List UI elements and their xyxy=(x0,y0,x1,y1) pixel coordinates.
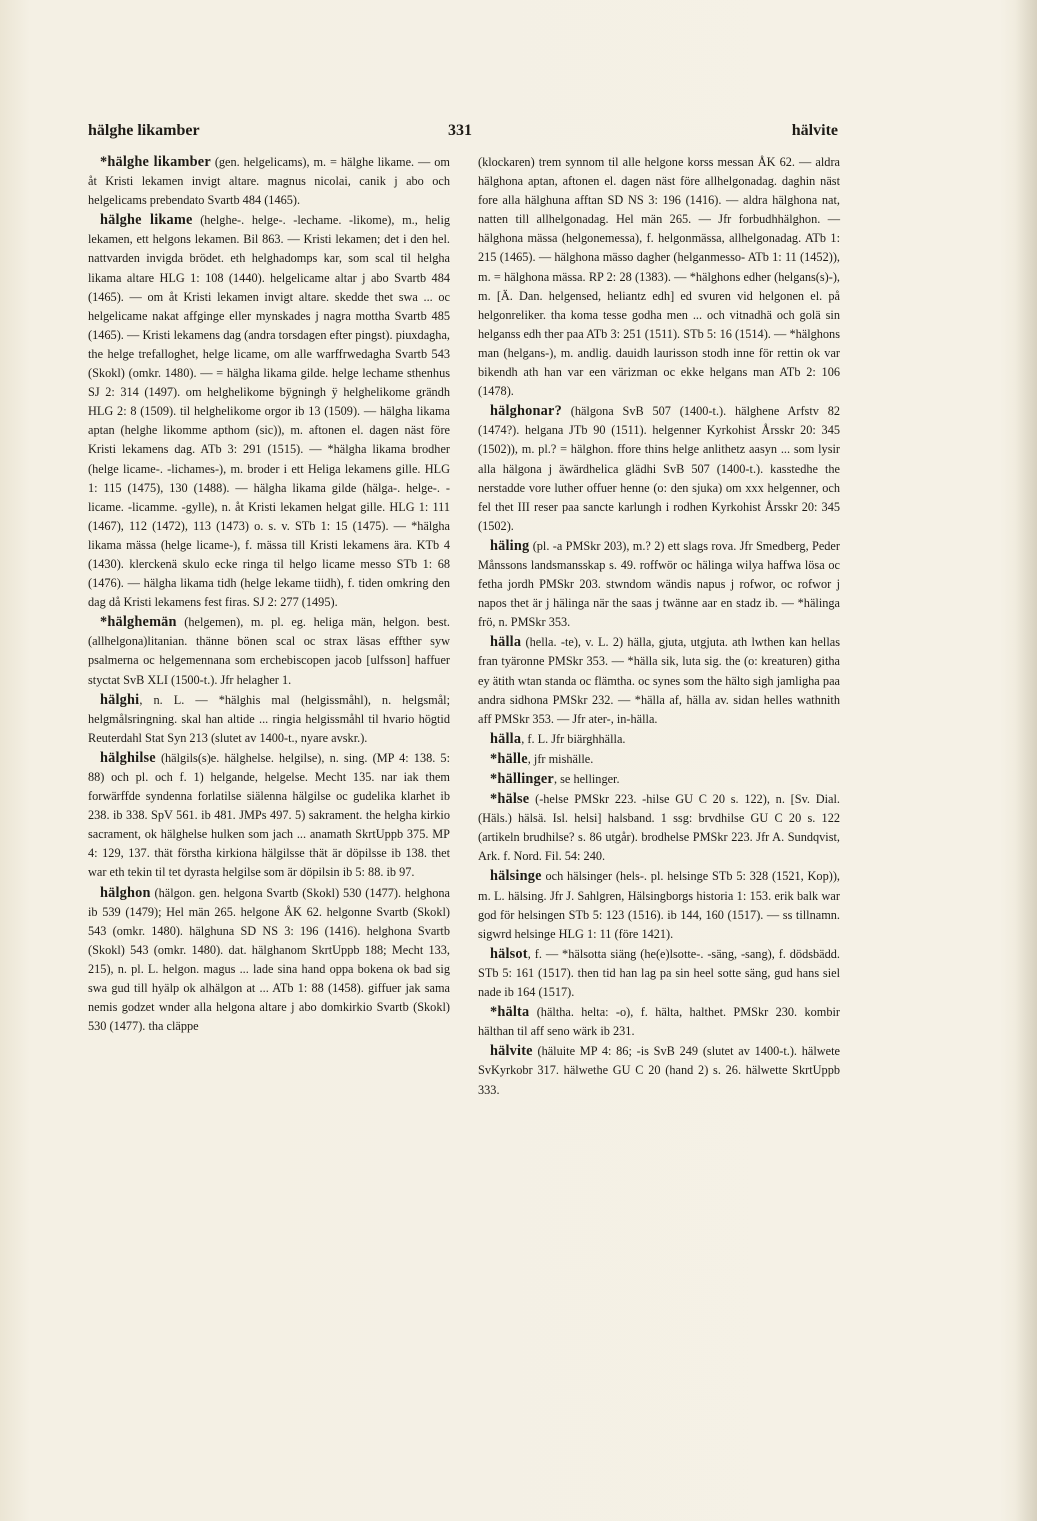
headword: *hälta xyxy=(490,1004,530,1021)
entry xyxy=(88,884,450,1037)
headword: *hälghemän xyxy=(100,614,177,631)
running-head-left: hälghe likamber xyxy=(88,122,200,139)
headword: *hälse xyxy=(490,791,530,808)
headword: hälla xyxy=(490,634,522,651)
entry xyxy=(88,153,450,210)
entry-text: f. — *hälsotta siäng (he(e)lsotte-. -säng, -sang), f. dödsbädd. STb 5: 161 (1517). then tid han lag pa sin heel sotte säng, gud hans siel nade ib 164 (1517). xyxy=(478,946,840,1000)
entry xyxy=(478,537,840,632)
entry-text: se hellinger. xyxy=(560,772,620,786)
entry-text: n. L. — *hälghis mal (helgissmåhl), n. helgsmål; helgmålsringning. skal han altide ... ringia helgissmåhl til hvario högtid Reuterdahl Stat Syn 213 (slutet av 1400-t., nyare avskr.). xyxy=(88,692,451,745)
entry-text: (klockaren) trem synnom til alle helgone korss messan ÅK 62. — aldra hälghona aptan, aftonen el. dagen näst före allhelgonadag. daghin näst fore alla hälghuna afftan SD NS 3: 196 (1416). — aldra hälghona nat, natten till allhelgonadag. Hel män 265. — Jfr forbudhhälghon. — hälghona mässa (helgonemessa), f. helgonmässa, allhelgonadag. ATb 1: 215 (1465). — hälghona mässo dagher (helganmesso- ATb 1: 11 (1452)), m. = hälghona mässa. RP 2: 28 (1383). — *hälghons edher (helgans(s)-), m. [Ä. Dan. helgensed, heliantz edh] ed svuren vid helgonen el. på helgonreliker. tha koma tesse godha men ... och vitnadhä och golä sin helganss edh ther paa ATb 3: 251 (1511). STb 5: 16 (1514). — *hälghons man (helgans-), m. andlig. dauidh laurisson stodh inne för rettin ok var bikendh ath han var een värizman oc ekke helgans man ATb 2: 106 (1478). xyxy=(478,155,840,399)
entry-text: f. L. Jfr biärghhälla. xyxy=(527,731,626,746)
entry xyxy=(478,633,840,728)
headword: hälla xyxy=(490,730,522,747)
entry: hälsot, f. — *hälsotta siäng (he(e)lsotte-. -säng, -sang), f. dödsbädd. STb 5: 161 (1517). then tid han lag pa sin heel sotte säng, gud hans siel nade ib 164 (1517). xyxy=(478,945,840,1000)
headword: hälvite xyxy=(490,1043,533,1060)
entry-text: (hälgona SvB 507 (1400-t.). hälghene Arfstv 82 (1474?). helgana JTb 90 (1511). helgenner Kyrkohist Årsskr 20: 345 (1502)), m. pl.? = hälghon. ffore thins helge anlithetz aasyn ... som lysir alla hälgona j äwärdhelica glädhi SvB 507 (1400-t.). kasstedhe the nerstadde vore luther offuer henne (o: den sjuka) om xxx helgenner, och fel thet III reser paa sancte karlungh i rodhen Kyrkohist Årsskr 20: 345 (1502). xyxy=(478,404,840,533)
entry xyxy=(478,1042,840,1099)
running-head-right: hälvite xyxy=(791,122,838,139)
entry: *hällinger, se hellinger. xyxy=(490,771,620,787)
entry: hälghi, n. L. — *hälghis mal (helgissmåhl), n. helgsmål; helgmålsringning. skal han altide ... ringia helgissmåhl til hvario högtid Reuterdahl Stat Syn 213 (slutet av 1400-t., nyare avskr.). xyxy=(88,691,451,745)
headword: hälghonar? xyxy=(490,403,562,420)
headword: hälsot xyxy=(490,945,528,962)
entry-text: (hälgils(s)e. hälghelse. helgilse), n. sing. (MP 4: 138. 5: 88) och pl. och f. 1) helgande, helgelse. Mecht 135. nar iak them forwärffde syndenna forlatilse siälenna hälgilse oc gudelika klarhet ib 238. ib 338. SpV 561. ib 481. JMPs 497. 5) sakrament. the helgha kirkio sacrament, ok hälghelse hulken som jach ... anamath SkrtUppb 375. MP 4: 129, 137. thät förstha kirkiona hälgilsse thät är döpilsse ib 138. thet war eth tekin til tet dyrasta helgilse som är döpilsin ib 5: 88. ib 97. xyxy=(88,750,450,880)
entry xyxy=(88,749,450,883)
headword: hälsinge xyxy=(490,868,542,885)
headword: hälghi xyxy=(100,691,140,708)
entry-text: (häluite MP 4: 86; -is SvB 249 (slutet av 1400-t.). hälwete SvKyrkobr 317. hälwethe GU C 20 (hand 2) s. 26. hälwette SkrtUppb 333. xyxy=(478,1044,840,1097)
running-head xyxy=(88,122,838,144)
entry xyxy=(478,1003,840,1041)
entry-text: (gen. helgelicams), m. = hälghe likame. — om åt Kristi lekamen invigt altare. magnus nicolai, canik j abo och helgelicams prebendato Svartb 484 (1465). xyxy=(88,155,450,208)
entry-continuation xyxy=(478,153,840,401)
entry xyxy=(88,211,450,612)
entry-text: och hälsinger (hels-. pl. helsinge STb 5: 328 (1521, Kop)), m. L. hälsing. Jfr J. Sahlgren, Hälsingborgs historia 1: 153. erik balk war god för helsingen STb 5: 123 (1516). ib 144, 160 (1517). — ss tillnamn. sigwrd helsinge HLG 1: 11 (före 1421). xyxy=(478,869,840,941)
headword: *hälghe likamber xyxy=(100,154,211,170)
right-column xyxy=(478,153,840,1101)
entry-text: (hella. -te), v. L. 2) hälla, gjuta, utgjuta. ath lwthen kan hellas fran tyäronne PMSkr 353. — *hälla sik, luta sig. the (o: kreaturen) githa ey ätith wtan standa oc flämtha. oc synes som the hälto sigh jamligha paa andra sidhona PMSkr 232. — *hälla af, hälla av. sidan helles wathnith aff PMSkr 353. — Jfr ater-, in-hälla. xyxy=(478,635,840,726)
entry-text: (helgemen), m. pl. eg. heliga män, helgon. best. (allhelgona)litanian. thänne bönen scal oc strax läsas effther syw psalmerna oc helgemennana som erchebiscopen jacob [ulfsson] haffuer styctat SvB XLI (1500-t.). Jfr helagher 1. xyxy=(88,615,450,687)
headword: häling xyxy=(490,537,530,554)
page-edge-shadow xyxy=(1015,0,1037,1521)
entry-text: (pl. -a PMSkr 203), m.? 2) ett slags rova. Jfr Smedberg, Peder Månssons landsmansskap s. 49. roffwör oc hälinga wilya haffwa lösa oc fetha jordh PMSkr 203. stwndom wändis napus j rofwor, oc rofwor j napos thet är j hälinga när the saas j twänne aar en stadz ib. — *hälinga frö, n. PMSkr 353. xyxy=(478,538,840,630)
left-column xyxy=(88,153,450,1037)
entry-text: (hälgon. gen. helgona Svartb (Skokl) 530 (1477). helghona ib 539 (1479); Hel män 265. helgone ÅK 62. helgonne Svartb (Skokl) 543 (omkr. 1480). hälghuna SD NS 3: 196 (1416). helghona Svartb (Skokl) 543 (omkr. 1480). dat. hälghanom SkrtUppb 188; Mecht 133, 215), n. pl. L. helgon. magus ... lade sina hand oppa bokena ok bad sig swa gud till hyälp ok alhälgon at ... ATb 1: 88 (1458). giffuer jak sama nemis godzet wnder alla helgona altare j abo domkirkio Svartb (Skokl) 530 (1477). tha cläppe xyxy=(88,885,450,1034)
headword: *hälle xyxy=(490,750,528,767)
headword: hälghon xyxy=(100,884,151,901)
entry-text: (-helse PMSkr 223. -hilse GU C 20 s. 122), n. [Sv. Dial. (Häls.) hälsä. Isl. helsi] halsband. 1 ssg: brvdhilse GU C 20 s. 122 (artikeln brudhilse? s. 86 utgår). brodhelse PMSkr 223. Jfr A. Sundqvist, Ark. f. Nord. Fil. 54: 240. xyxy=(478,792,840,864)
entry xyxy=(478,867,840,943)
entry-text: (hältha. helta: -o), f. hälta, halthet. PMSkr 230. kombir hälthan til aff seno wärk ib 231. xyxy=(478,1005,841,1039)
entry-text: (helghe-. helge-. -lechame. -likome), m., helig lekamen, ett helgons lekamen. Bil 863. — Kristi lekamen; det i den hel. nattvarden invigda brödet. eth helghadomps kar, som scal til helgha likama altare HLG 1: 108 (1440). helgelicame altar j abo Svartb 484 (1465). — om åt Kristi lekamen invigt altare. skedde thet swa ... oc helgelicame nakat affginge eller mynskades j nagra mottha Svartb 485 (1465). — Kristi lekamens dag (andra torsdagen efter pingst). piuxdagha, the helge trefalloghet, helge licame, om alle warffrwedagha Svartb 543 (Skokl) (omkr. 1480). — = hälgha likama gilde. helge lechame sthenhus SJ 2: 314 (1497). om helghelikome bÿgningh ÿ helghelikome grändh HLG 2: 8 (1509). til helghelikome orgor ib 13 (1509). — hälgha likama aptan (helghe likomme apthom (sic)), m. aftonen el. dagen näst före Kristi lekamens dag. ATb 3: 291 (1515). — *hälgha likama brodher (helge licame-. -lichames-), m. broder i ett Heliga lekamens gille. HLG 1: 115 (1475), 130 (1488). — hälgha likama gilde (hälga-. helge-. -licame. -licamme. -gylle), n. åt Kristi lekamen helgat gille. HLG 1: 111 (1467), 112 (1472), 113 (1473) o. s. v. STb 1: 15 (1475). — *hälgha likama mässa (helge licame-), f. mässa till Kristi lekamens ära. KTb 4 (1430). klerckenä skulo ecke ringa til helgo licame messo STb 1: 68 (1476). — hälgha likama tidh (helge lekame tiidh), f. tiden omkring den dag då Kristi lekamens fest firas. SJ 2: 277 (1495). xyxy=(88,213,451,610)
headword: *hällinger xyxy=(490,771,554,787)
entry xyxy=(478,790,840,866)
entry xyxy=(88,613,450,689)
headword: hälghe likame xyxy=(100,212,193,229)
page-number: 331 xyxy=(448,122,472,139)
entry-text: jfr mishälle. xyxy=(533,751,594,766)
entry: hälla, f. L. Jfr biärghhälla. xyxy=(490,730,626,747)
entry xyxy=(478,402,840,536)
entry: *hälle, jfr mishälle. xyxy=(490,750,594,767)
headword: hälghilse xyxy=(100,749,156,766)
